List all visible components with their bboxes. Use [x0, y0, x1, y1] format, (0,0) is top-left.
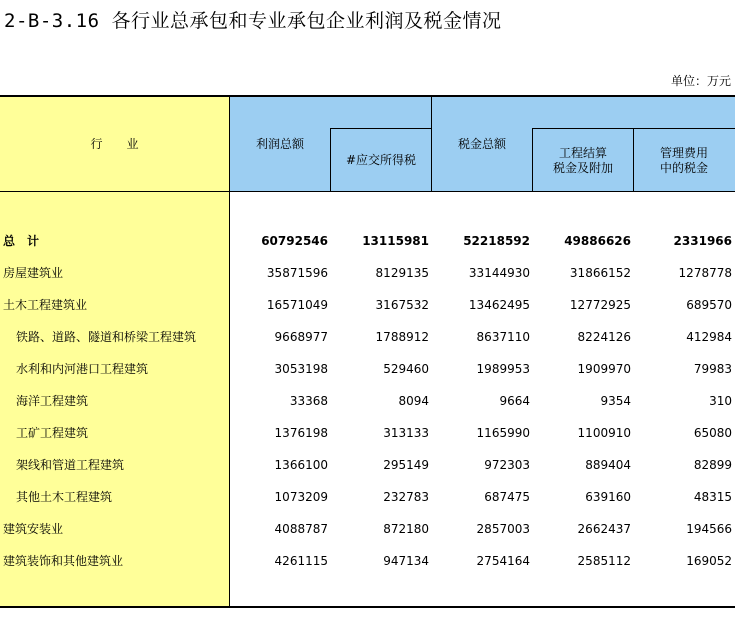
subheader-divider-c: [633, 128, 634, 192]
table-cell: 9354: [600, 394, 631, 408]
table-cell: 9664: [499, 394, 530, 408]
col-divider-1: [229, 97, 230, 607]
table-cell: 16571049: [266, 298, 328, 312]
header-income-tax: #应交所得税: [345, 153, 417, 167]
header-profit: 利润总额: [255, 137, 304, 151]
row-label: 房屋建筑业: [3, 266, 64, 280]
row-label: 总 计: [3, 234, 40, 248]
table-cell: 313133: [383, 426, 429, 440]
table-cell: 1366100: [274, 458, 328, 472]
table-cell: 1165990: [476, 426, 530, 440]
table-cell: 689570: [686, 298, 732, 312]
row-label: 工矿工程建筑: [16, 426, 89, 440]
header-mgmt-tax: 管理费用 中的税金: [659, 146, 708, 175]
table-cell: 79983: [693, 362, 732, 376]
table-cell: 13115981: [362, 234, 429, 248]
table-cell: 2754164: [476, 554, 530, 568]
header-settlement-tax: 工程结算 税金及附加: [552, 146, 613, 175]
table-cell: 1100910: [577, 426, 631, 440]
table-cell: 872180: [383, 522, 429, 536]
table-cell: 529460: [383, 362, 429, 376]
table-cell: 310: [709, 394, 732, 408]
table-cell: 8129135: [375, 266, 429, 280]
table-cell: 3167532: [375, 298, 429, 312]
table-cell: 48315: [693, 490, 732, 504]
table-cell: 2857003: [476, 522, 530, 536]
row-label: 水利和内河港口工程建筑: [16, 362, 149, 376]
table-cell: 1989953: [476, 362, 530, 376]
table-cell: 1073209: [274, 490, 328, 504]
page-title: 2-B-3.16 各行业总承包和专业承包企业利润及税金情况: [4, 10, 502, 32]
table-cell: 4088787: [274, 522, 328, 536]
header-tax: 税金总额: [457, 137, 506, 151]
table-cell: 232783: [383, 490, 429, 504]
table-cell: 2662437: [577, 522, 631, 536]
table-cell: 972303: [484, 458, 530, 472]
table-cell: 3053198: [274, 362, 328, 376]
table-cell: 295149: [383, 458, 429, 472]
subheader-divider-a: [330, 128, 331, 192]
row-label: 铁路、道路、隧道和桥梁工程建筑: [16, 330, 197, 344]
table-cell: 82899: [693, 458, 732, 472]
table-cell: 2331966: [673, 234, 732, 248]
table-cell: 52218592: [463, 234, 530, 248]
bottom-border: [0, 606, 735, 608]
table-cell: 49886626: [564, 234, 631, 248]
top-border: [0, 95, 735, 97]
table-cell: 947134: [383, 554, 429, 568]
table-cell: 639160: [585, 490, 631, 504]
table-cell: 1278778: [678, 266, 732, 280]
table-cell: 33144930: [468, 266, 530, 280]
row-label: 土木工程建筑业: [3, 298, 88, 312]
unit-label: 单位：万元: [670, 74, 731, 88]
table-cell: 687475: [484, 490, 530, 504]
table-cell: 4261115: [274, 554, 328, 568]
row-label: 海洋工程建筑: [16, 394, 89, 408]
table-cell: 1909970: [577, 362, 631, 376]
row-label: 其他土木工程建筑: [16, 490, 113, 504]
row-label: 建筑安装业: [3, 522, 64, 536]
table-cell: 31866152: [569, 266, 631, 280]
row-label: 建筑装饰和其他建筑业: [3, 554, 124, 568]
table-cell: 2585112: [577, 554, 631, 568]
subheader-line-1: [330, 128, 431, 129]
table-cell: 169052: [686, 554, 732, 568]
header-bottom-border: [0, 191, 735, 192]
table-cell: 412984: [686, 330, 732, 344]
header-industry: 行 业: [90, 137, 139, 151]
table-cell: 1376198: [274, 426, 328, 440]
subheader-divider-b: [532, 128, 533, 192]
col-divider-2: [431, 97, 432, 192]
table-cell: 889404: [585, 458, 631, 472]
table-cell: 12772925: [569, 298, 631, 312]
table-cell: 60792546: [261, 234, 328, 248]
table-cell: 8094: [398, 394, 429, 408]
table-cell: 1788912: [375, 330, 429, 344]
table-cell: 33368: [289, 394, 328, 408]
table-cell: 9668977: [274, 330, 328, 344]
table-cell: 194566: [686, 522, 732, 536]
table-cell: 8224126: [577, 330, 631, 344]
table-cell: 13462495: [468, 298, 530, 312]
table-cell: 35871596: [266, 266, 328, 280]
table-cell: 8637110: [476, 330, 530, 344]
row-label: 架线和管道工程建筑: [16, 458, 125, 472]
table-cell: 65080: [693, 426, 732, 440]
